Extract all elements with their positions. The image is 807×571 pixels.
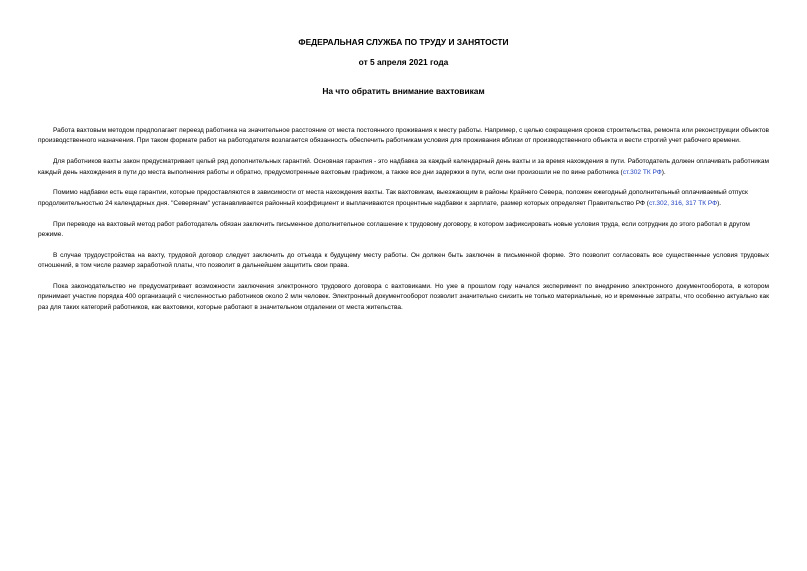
document-date: от 5 апреля 2021 года <box>358 57 449 67</box>
paragraph-4 <box>38 220 769 241</box>
paragraph-text: Пока законодательство не предусматривает возможности заключения электронного трудового договора с вахтовиками. Но уже в прошлом году начался эксперимент по внедрению электронного документооборота, в котором принимает участие порядка 400 организаций с численностью работников около 2 млн человек. Электронный документооборот позволит значительно снизить не только материальные, но и временные затраты, что особенно актуально как раз для таких категорий работников, как вахтовики, которые работают в значительном отдалении от места жительства. <box>38 283 769 311</box>
paragraph-text: Для работников вахты закон предусматривает целый ряд дополнительных гарантий. Основная гарантия - это надбавка за каждый календарный день вахты и за время нахождения в пути. Работодатель должен оплачивать работникам каждый день нахождения в пути до места выполнения работы и обратно, предусмотренные вахтовым графиком, а также все дни задержки в пути, если они произошли не по вине работника ( <box>38 158 769 176</box>
paragraph-3 <box>38 188 769 209</box>
agency-name: ФЕДЕРАЛЬНАЯ СЛУЖБА ПО ТРУДУ И ЗАНЯТОСТИ <box>298 37 509 47</box>
paragraph-5 <box>38 251 769 272</box>
paragraph-text: При переводе на вахтовый метод работ работодатель обязан заключить письменное дополнительное соглашение к трудовому договору, в котором зафиксировать новые условия труда, если сотрудник до этого работал в другом режиме. <box>38 220 750 239</box>
paragraph-6 <box>38 282 769 313</box>
paragraph-text: Помимо надбавки есть еще гарантии, которые предоставляются в зависимости от места нахождения вахты. Так вахтовикам, выезжающим в районы Крайнего Севера, положен ежегодный дополнительный оплачиваемый отпуск продолжительностью 24 календарных дня. "Северянам" устанавливается районный коэффициент и выплачиваются процентные надбавки к зарплате, размер которых определяет Правительство РФ ( <box>38 189 748 207</box>
paragraph-1 <box>38 126 769 147</box>
paragraph-text: В случае трудоустройства на вахту, трудовой договор следует заключить до отъезда к будущему месту работы. Он должен быть заключен в письменной форме. Это позволит согласовать все существенные условия трудовых отношений, в том числе размер заработной платы, что позволит в дальнейшем защитить свои права. <box>38 251 769 270</box>
paragraph-text: Работа вахтовым методом предполагает переезд работника на значительное расстояние от места постоянного проживания к месту работы. Например, с целью сокращения сроков строительства, ремонта или реконструкции объектов производственного назначения. При таком формате работ на работодателя возлагается обязанность обеспечить работникам условия для проживания вблизи от производственного объекта и вести строгий учет рабочего времени. <box>38 127 769 145</box>
paragraph-tail: ). <box>717 199 722 207</box>
law-reference-link[interactable]: ст.302 ТК РФ <box>622 168 662 176</box>
document-title: На что обратить внимание вахтовикам <box>322 86 485 96</box>
paragraph-tail: ). <box>661 168 666 176</box>
law-reference-link[interactable]: ст.302, 316, 317 ТК РФ <box>648 199 718 207</box>
paragraph-2 <box>38 157 769 178</box>
document-body <box>38 126 769 324</box>
